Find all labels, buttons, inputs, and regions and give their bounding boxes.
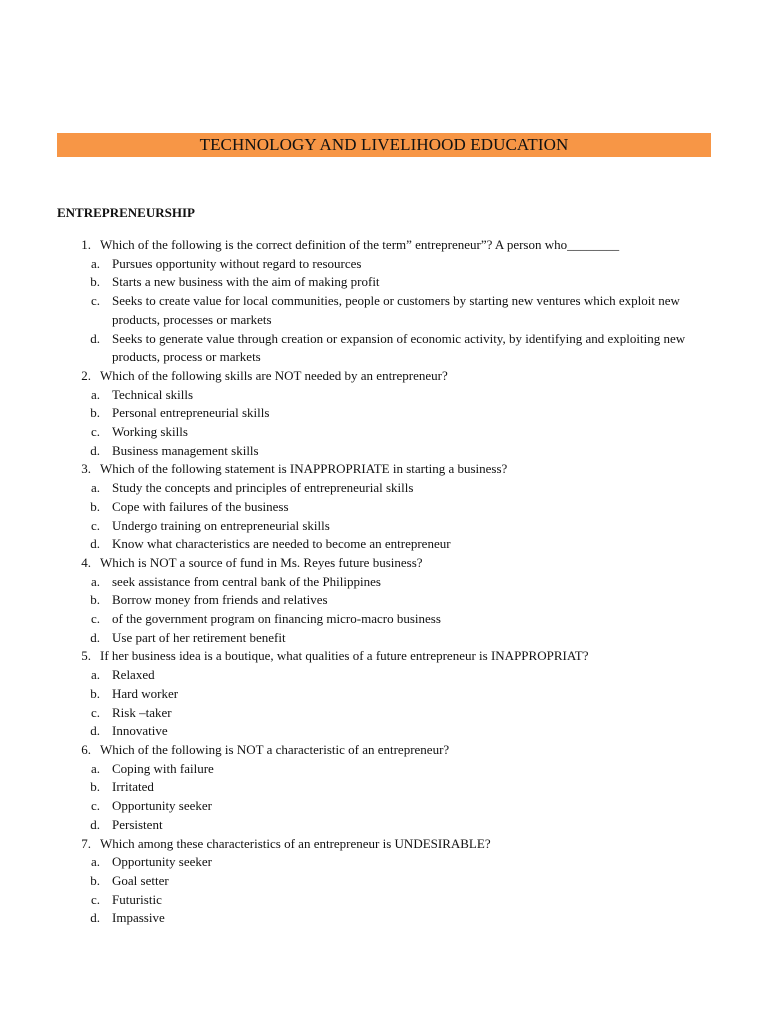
option-item bbox=[57, 404, 717, 423]
option-letter: a. bbox=[90, 255, 100, 271]
option-text: Use part of her retirement benefit bbox=[112, 629, 286, 645]
option-letter: d. bbox=[90, 816, 100, 832]
option-letter: b. bbox=[90, 498, 100, 514]
option-item bbox=[57, 872, 717, 891]
option-item bbox=[57, 704, 717, 723]
option-text: of the government program on financing micro-macro business bbox=[112, 611, 441, 627]
option-text: Undergo training on entrepreneurial skills bbox=[112, 517, 330, 533]
option-letter: c. bbox=[90, 611, 100, 627]
option-item bbox=[57, 778, 717, 797]
question-text: Which of the following statement is INAPPROPRIATE in starting a business? bbox=[100, 461, 508, 477]
option-item bbox=[57, 891, 717, 910]
option-text: Opportunity seeker bbox=[112, 854, 213, 870]
option-letter: b. bbox=[90, 685, 100, 701]
question-number: 6. bbox=[81, 741, 91, 757]
option-letter: c. bbox=[90, 798, 100, 814]
page-title: TECHNOLOGY AND LIVELIHOOD EDUCATION bbox=[199, 135, 569, 154]
option-letter: b. bbox=[90, 405, 100, 421]
option-text: Know what characteristics are needed to become an entrepreneur bbox=[112, 536, 451, 552]
question-number: 5. bbox=[81, 648, 91, 664]
title-banner bbox=[57, 133, 711, 157]
option-text: Seeks to generate value through creation or expansion of economic activity, by identifying and exploiting new products, process or markets bbox=[112, 330, 686, 365]
option-item bbox=[57, 423, 717, 442]
option-item bbox=[57, 517, 717, 536]
option-text: Persistent bbox=[112, 816, 163, 832]
question-item bbox=[57, 647, 717, 666]
option-item bbox=[57, 909, 717, 928]
option-text: Seeks to create value for local communities, people or customers by starting new ventures which exploit new products, processes or markets bbox=[112, 293, 680, 327]
question-item bbox=[57, 835, 717, 854]
question-list bbox=[57, 236, 717, 928]
option-text: seek assistance from central bank of the Philippines bbox=[112, 573, 381, 589]
option-letter: b. bbox=[90, 779, 100, 795]
option-item bbox=[57, 853, 717, 872]
option-text: Relaxed bbox=[112, 667, 155, 683]
question-number: 7. bbox=[81, 835, 91, 851]
option-item bbox=[57, 442, 717, 461]
option-letter: d. bbox=[90, 629, 100, 645]
question-item bbox=[57, 460, 717, 479]
question-item bbox=[57, 741, 717, 760]
option-item bbox=[57, 255, 717, 274]
question-text: Which is NOT a source of fund in Ms. Reyes future business? bbox=[100, 554, 423, 570]
question-number: 3. bbox=[81, 461, 91, 477]
option-letter: d. bbox=[90, 330, 100, 346]
option-item bbox=[57, 386, 717, 405]
option-text: Futuristic bbox=[112, 891, 162, 907]
option-item bbox=[57, 610, 717, 629]
option-letter: d. bbox=[90, 536, 100, 552]
option-text: Pursues opportunity without regard to resources bbox=[112, 255, 362, 271]
option-letter: c. bbox=[90, 424, 100, 440]
option-list bbox=[57, 386, 717, 461]
option-list bbox=[57, 479, 717, 554]
option-letter: c. bbox=[90, 293, 100, 309]
option-item bbox=[57, 760, 717, 779]
option-item bbox=[57, 330, 717, 367]
option-item bbox=[57, 722, 717, 741]
question-text: Which of the following skills are NOT needed by an entrepreneur? bbox=[100, 367, 448, 383]
section-heading: ENTREPRENEURSHIP bbox=[57, 205, 195, 220]
option-item bbox=[57, 629, 717, 648]
option-item bbox=[57, 479, 717, 498]
question-number: 2. bbox=[81, 367, 91, 383]
question-number: 1. bbox=[81, 237, 91, 252]
option-item bbox=[57, 816, 717, 835]
option-item bbox=[57, 498, 717, 517]
option-letter: c. bbox=[90, 704, 100, 720]
option-list bbox=[57, 573, 717, 648]
option-text: Borrow money from friends and relatives bbox=[112, 592, 328, 608]
question-item bbox=[57, 367, 717, 386]
question-text: Which of the following is NOT a characteristic of an entrepreneur? bbox=[100, 741, 450, 757]
option-text: Working skills bbox=[112, 424, 188, 440]
option-letter: c. bbox=[90, 517, 100, 533]
question-text: Which of the following is the correct definition of the term” entrepreneur”? A person who________ bbox=[100, 237, 620, 252]
option-text: Business management skills bbox=[112, 442, 259, 458]
option-text: Coping with failure bbox=[112, 760, 214, 776]
option-text: Technical skills bbox=[112, 386, 194, 402]
question-text: If her business idea is a boutique, what qualities of a future entrepreneur is INAPPROPRIAT? bbox=[100, 648, 589, 664]
question-text: Which among these characteristics of an entrepreneur is UNDESIRABLE? bbox=[100, 835, 491, 851]
option-letter: a. bbox=[90, 480, 100, 496]
option-letter: d. bbox=[90, 723, 100, 739]
option-letter: a. bbox=[90, 573, 100, 589]
question-item bbox=[57, 554, 717, 573]
option-text: Risk –taker bbox=[112, 704, 172, 720]
option-text: Irritated bbox=[112, 779, 154, 795]
option-item bbox=[57, 535, 717, 554]
option-item bbox=[57, 685, 717, 704]
option-text: Innovative bbox=[112, 723, 168, 739]
option-list bbox=[57, 760, 717, 835]
option-letter: a. bbox=[90, 386, 100, 402]
option-item bbox=[57, 666, 717, 685]
option-letter: d. bbox=[90, 442, 100, 458]
option-letter: d. bbox=[90, 910, 100, 926]
option-item bbox=[57, 797, 717, 816]
option-text: Hard worker bbox=[112, 685, 179, 701]
option-list bbox=[57, 666, 717, 741]
option-text: Personal entrepreneurial skills bbox=[112, 405, 270, 421]
option-letter: b. bbox=[90, 592, 100, 608]
option-letter: a. bbox=[90, 854, 100, 870]
option-letter: b. bbox=[90, 872, 100, 888]
option-item bbox=[57, 591, 717, 610]
option-text: Opportunity seeker bbox=[112, 798, 213, 814]
option-text: Goal setter bbox=[112, 872, 169, 888]
option-list bbox=[57, 853, 717, 928]
option-letter: a. bbox=[90, 667, 100, 683]
option-text: Study the concepts and principles of entrepreneurial skills bbox=[112, 480, 414, 496]
option-item bbox=[57, 573, 717, 592]
question-item bbox=[57, 236, 717, 255]
option-text: Starts a new business with the aim of making profit bbox=[112, 274, 380, 290]
option-letter: c. bbox=[90, 891, 100, 907]
option-text: Impassive bbox=[112, 910, 165, 926]
option-letter: a. bbox=[90, 760, 100, 776]
option-letter: b. bbox=[90, 274, 100, 290]
question-number: 4. bbox=[81, 554, 91, 570]
option-list bbox=[57, 255, 717, 367]
option-item bbox=[57, 292, 717, 329]
option-text: Cope with failures of the business bbox=[112, 498, 289, 514]
option-item bbox=[57, 273, 717, 292]
